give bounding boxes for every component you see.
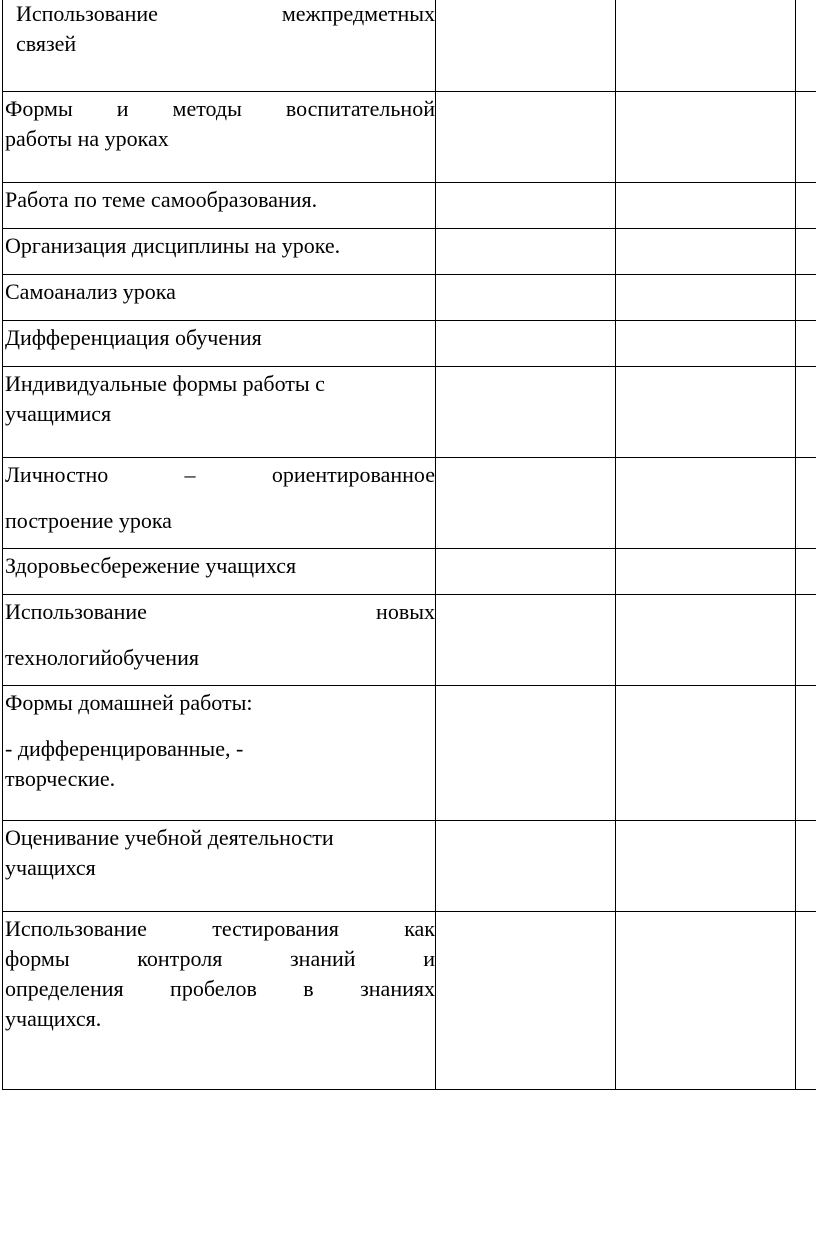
criterion-word: Здоровьесбережение учащихся [5, 553, 297, 578]
empty-cell[interactable] [796, 549, 816, 595]
criterion-cell [3, 183, 436, 229]
criterion-word: Использование [5, 916, 147, 941]
criterion-cell [3, 321, 436, 367]
criterion-word: учащимися [5, 401, 112, 426]
criterion-cell [3, 458, 436, 549]
criterion-cell [3, 92, 436, 183]
criterion-text [3, 821, 435, 883]
criterion-line [5, 597, 435, 627]
empty-cell[interactable] [616, 183, 796, 229]
criterion-text [3, 321, 435, 353]
criterion-word: - дифференцированные, - [5, 736, 244, 761]
criterion-cell [3, 912, 436, 1090]
criterion-line [16, 29, 435, 59]
criterion-word: формы [5, 946, 70, 971]
table-row [3, 912, 816, 1090]
empty-cell[interactable] [796, 275, 816, 321]
empty-cell[interactable] [796, 821, 816, 912]
criterion-word: построение урока [5, 508, 172, 533]
criterion-word: Организация дисциплины на уроке. [5, 233, 341, 258]
table-row [3, 229, 816, 275]
criterion-word: Работа по теме самообразования. [5, 187, 318, 212]
empty-cell[interactable] [796, 912, 816, 1090]
criterion-word: ориентированное [271, 462, 435, 487]
empty-cell[interactable] [436, 183, 616, 229]
table-row [3, 595, 816, 686]
empty-cell[interactable] [436, 458, 616, 549]
criterion-word: Личностно [5, 462, 109, 487]
criterion-text [3, 912, 435, 1034]
criterion-word: – [184, 462, 196, 487]
empty-cell[interactable] [616, 92, 796, 183]
criterion-word: межпредметных [281, 1, 435, 26]
criterion-text [3, 595, 435, 673]
criterion-word: пробелов [170, 976, 257, 1001]
criterion-text [3, 549, 435, 581]
criterion-line [5, 974, 435, 1004]
criterion-word: связей [16, 31, 77, 56]
criterion-line [5, 823, 435, 853]
criterion-word: тестирования [212, 916, 339, 941]
criterion-cell [3, 367, 436, 458]
empty-cell[interactable] [796, 458, 816, 549]
criterion-line [5, 551, 435, 581]
criterion-line [5, 734, 435, 764]
criterion-word: методы [172, 96, 242, 121]
criterion-line [5, 506, 435, 536]
empty-cell[interactable] [436, 229, 616, 275]
empty-cell[interactable] [796, 367, 816, 458]
criterion-word: контроля [137, 946, 223, 971]
empty-cell[interactable] [796, 0, 816, 92]
criterion-word: и [423, 946, 435, 971]
empty-cell[interactable] [616, 686, 796, 821]
empty-cell[interactable] [616, 321, 796, 367]
criterion-line [5, 185, 435, 215]
empty-cell[interactable] [616, 367, 796, 458]
criterion-line [5, 764, 435, 794]
empty-cell[interactable] [436, 686, 616, 821]
criterion-line [5, 944, 435, 974]
criterion-line [5, 323, 435, 353]
empty-cell[interactable] [436, 367, 616, 458]
criterion-text [3, 0, 435, 59]
criterion-word: воспитательной [285, 96, 435, 121]
criterion-text [3, 686, 435, 794]
empty-cell[interactable] [436, 321, 616, 367]
criterion-text [3, 367, 435, 429]
empty-cell[interactable] [436, 912, 616, 1090]
empty-cell[interactable] [616, 912, 796, 1090]
criterion-line [5, 460, 435, 490]
criterion-cell [3, 595, 436, 686]
criterion-word: работы на уроках [5, 126, 169, 151]
criterion-word: как [404, 916, 435, 941]
table-row [3, 821, 816, 912]
criterion-cell [3, 275, 436, 321]
empty-cell[interactable] [436, 821, 616, 912]
criterion-word: Индивидуальные формы работы с [5, 371, 325, 396]
criterion-word: технологийобучения [5, 645, 199, 670]
criterion-line [5, 231, 435, 261]
criterion-word: Использование [16, 1, 158, 26]
criterion-word: учащихся. [5, 1006, 102, 1031]
criterion-word: Формы домашней работы: [5, 690, 253, 715]
criterion-word: учащихся [5, 855, 96, 880]
empty-cell[interactable] [616, 0, 796, 92]
criterion-line [5, 369, 435, 399]
criterion-line [5, 643, 435, 673]
criterion-line [5, 853, 435, 883]
criterion-line [5, 914, 435, 944]
criterion-word: в [303, 976, 314, 1001]
empty-cell[interactable] [796, 321, 816, 367]
table-row [3, 0, 816, 92]
criterion-line [5, 688, 435, 718]
criterion-word: Самоанализ урока [5, 279, 176, 304]
table-row [3, 92, 816, 183]
criterion-text [3, 183, 435, 215]
criterion-line [5, 1004, 435, 1034]
evaluation-table [2, 0, 816, 1090]
criterion-text [3, 458, 435, 536]
table-row [3, 458, 816, 549]
criterion-line [5, 399, 435, 429]
table-row [3, 275, 816, 321]
criterion-word: определения [5, 976, 124, 1001]
criterion-cell [3, 549, 436, 595]
criterion-line [5, 124, 435, 154]
criterion-word: Дифференциация обучения [5, 325, 262, 350]
empty-cell[interactable] [436, 275, 616, 321]
criterion-text [3, 229, 435, 261]
empty-cell[interactable] [436, 92, 616, 183]
empty-cell[interactable] [796, 229, 816, 275]
table-body [3, 0, 816, 1090]
empty-cell[interactable] [616, 458, 796, 549]
criterion-word: Использование [5, 599, 147, 624]
criterion-line [16, 0, 435, 29]
empty-cell[interactable] [796, 686, 816, 821]
empty-cell[interactable] [796, 92, 816, 183]
criterion-line [5, 277, 435, 307]
empty-cell[interactable] [436, 595, 616, 686]
empty-cell[interactable] [616, 549, 796, 595]
table-row [3, 321, 816, 367]
criterion-word: Формы [5, 96, 73, 121]
criterion-word: Оценивание учебной деятельности [5, 825, 334, 850]
table-row [3, 549, 816, 595]
table-row [3, 686, 816, 821]
criterion-cell [3, 229, 436, 275]
table-row [3, 367, 816, 458]
criterion-text [3, 275, 435, 307]
empty-cell[interactable] [616, 595, 796, 686]
empty-cell[interactable] [616, 821, 796, 912]
table-row [3, 183, 816, 229]
criterion-word: знаний [289, 946, 356, 971]
empty-cell[interactable] [436, 549, 616, 595]
criterion-word: творческие. [5, 766, 116, 791]
empty-cell[interactable] [796, 595, 816, 686]
criterion-cell [3, 686, 436, 821]
criterion-cell [3, 0, 436, 92]
criterion-word: и [116, 96, 129, 121]
empty-cell[interactable] [796, 183, 816, 229]
criterion-line [5, 94, 435, 124]
empty-cell[interactable] [436, 0, 616, 92]
empty-cell[interactable] [616, 275, 796, 321]
criterion-text [3, 92, 435, 154]
criterion-word: новых [376, 599, 435, 624]
empty-cell[interactable] [616, 229, 796, 275]
criterion-cell [3, 821, 436, 912]
criterion-word: знаниях [360, 976, 435, 1001]
